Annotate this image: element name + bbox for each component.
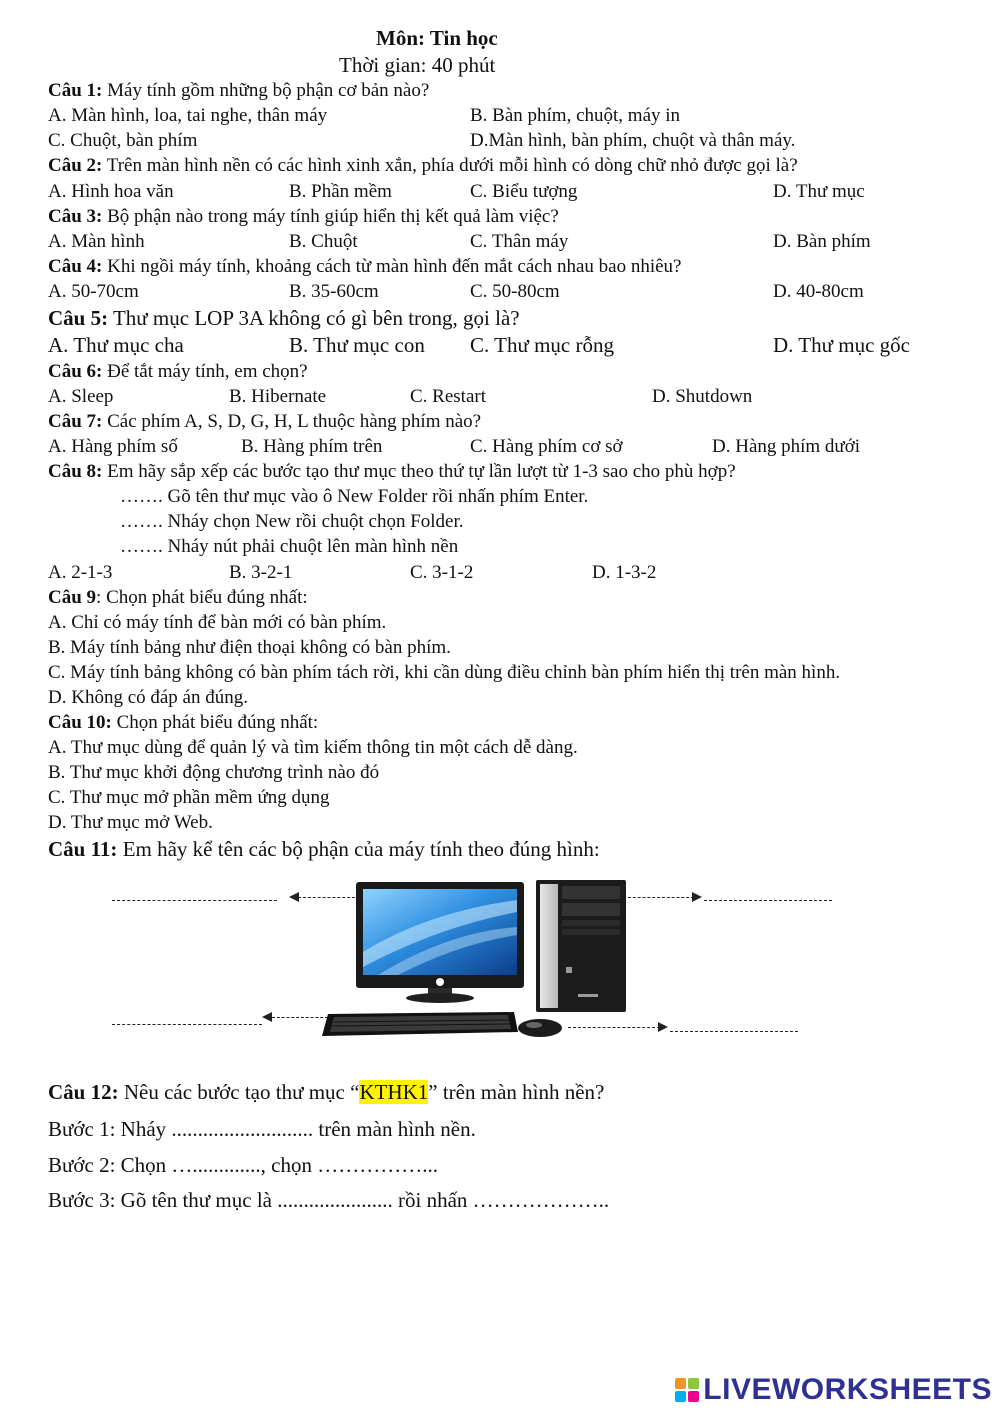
q5-option-a[interactable]: A. Thư mục cha <box>48 333 184 357</box>
q7-option-d[interactable]: D. Hàng phím dưới <box>712 436 861 457</box>
answer-blank-monitor[interactable] <box>112 900 277 901</box>
computer-case <box>536 880 626 1012</box>
question-text: : Chọn phát biểu đúng nhất: <box>96 587 308 608</box>
q8-step-1: ……. Gõ tên thư mục vào ô New Folder rồi nhấn phím Enter. <box>120 486 589 507</box>
keyboard <box>322 1012 518 1036</box>
question-text: Các phím A, S, D, G, H, L thuộc hàng phím nào? <box>102 411 482 432</box>
answer-blank-case[interactable] <box>704 900 832 901</box>
highlighted-folder-name: KTHK1 <box>359 1080 429 1104</box>
question-3 <box>48 205 559 229</box>
q8-step-3: ……. Nháy nút phải chuột lên màn hình nền <box>120 536 459 557</box>
question-text: Máy tính gồm những bộ phận cơ bản nào? <box>102 80 430 101</box>
exam-time: Thời gian: 40 phút <box>339 53 496 77</box>
question-label: Câu 5: <box>48 306 109 330</box>
question-label: Câu 11: <box>48 837 118 861</box>
question-text: Bộ phận nào trong máy tính giúp hiển thị kết quả làm việc? <box>102 206 559 227</box>
question-2 <box>48 154 798 178</box>
arrow-right-icon <box>658 1022 668 1032</box>
question-12 <box>48 1079 604 1105</box>
question-text: Khi ngồi máy tính, khoảng cách từ màn hình đến mắt cách nhau bao nhiêu? <box>102 256 682 277</box>
question-11 <box>48 837 600 861</box>
q10-option-b[interactable]: B. Thư mục khởi động chương trình nào đó <box>48 762 380 783</box>
q12-step-2[interactable]: Bước 2: Chọn …............., chọn ……………... <box>48 1153 438 1177</box>
q7-option-c[interactable]: C. Hàng phím cơ sở <box>470 436 623 457</box>
q1-option-a[interactable]: A. Màn hình, loa, tai nghe, thân máy <box>48 105 328 126</box>
q4-option-c[interactable]: C. 50-80cm <box>470 281 560 302</box>
liveworksheets-logo <box>675 1373 992 1407</box>
q2-option-b[interactable]: B. Phần mềm <box>289 181 392 202</box>
question-label: Câu 3: <box>48 206 103 227</box>
q8-option-d[interactable]: D. 1-3-2 <box>592 562 657 583</box>
arrow-left-icon <box>262 1012 272 1022</box>
q5-option-c[interactable]: C. Thư mục rỗng <box>470 333 614 357</box>
question-label: Câu 2: <box>48 155 103 176</box>
question-text-end: ” trên màn hình nền? <box>428 1080 605 1104</box>
q7-option-b[interactable]: B. Hàng phím trên <box>241 436 383 457</box>
q2-option-a[interactable]: A. Hình hoa văn <box>48 181 174 202</box>
q12-step-1[interactable]: Bước 1: Nháy ........................... trên màn hình nền. <box>48 1117 476 1141</box>
question-7 <box>48 410 481 434</box>
q3-option-c[interactable]: C. Thân máy <box>470 231 569 252</box>
question-4 <box>48 255 681 279</box>
question-6 <box>48 360 308 384</box>
q7-option-a[interactable]: A. Hàng phím số <box>48 436 178 457</box>
question-text: Em hãy kể tên các bộ phận của máy tính theo đúng hình: <box>117 837 600 861</box>
logo-mark-icon <box>675 1378 699 1402</box>
question-label: Câu 12: <box>48 1080 119 1104</box>
monitor <box>356 882 524 1003</box>
question-text: Để tắt máy tính, em chọn? <box>102 361 308 382</box>
q1-option-b[interactable]: B. Bàn phím, chuột, máy in <box>470 105 681 126</box>
computer-illustration <box>318 872 638 1044</box>
q8-step-2: ……. Nháy chọn New rồi chuột chọn Folder. <box>120 511 464 532</box>
question-label: Câu 6: <box>48 361 103 382</box>
question-9 <box>48 586 308 610</box>
question-label: Câu 1: <box>48 80 103 101</box>
q2-option-c[interactable]: C. Biểu tượng <box>470 181 578 202</box>
q12-step-3[interactable]: Bước 3: Gõ tên thư mục là ...................... rồi nhấn ……………….. <box>48 1188 610 1212</box>
q1-option-c[interactable]: C. Chuột, bàn phím <box>48 130 198 151</box>
question-5 <box>48 306 520 330</box>
q8-option-c[interactable]: C. 3-1-2 <box>410 562 474 583</box>
question-text: Trên màn hình nền có các hình xinh xắn, phía dưới mỗi hình có dòng chữ nhỏ được gọi là? <box>102 155 798 176</box>
q9-option-b[interactable]: B. Máy tính bảng như điện thoại không có bàn phím. <box>48 637 451 658</box>
question-text: Nêu các bước tạo thư mục “ <box>118 1080 360 1104</box>
question-text: Em hãy sắp xếp các bước tạo thư mục theo thứ tự lần lượt từ 1-3 sao cho phù hợp? <box>102 461 736 482</box>
q8-option-b[interactable]: B. 3-2-1 <box>229 562 293 583</box>
mouse <box>518 1019 562 1037</box>
answer-blank-mouse[interactable] <box>670 1031 798 1032</box>
q2-option-d[interactable]: D. Thư mục <box>773 181 865 202</box>
arrow-right-icon <box>692 892 702 902</box>
q6-option-b[interactable]: B. Hibernate <box>229 386 327 407</box>
q4-option-b[interactable]: B. 35-60cm <box>289 281 379 302</box>
question-label: Câu 9 <box>48 587 97 608</box>
q10-option-a[interactable]: A. Thư mục dùng để quản lý và tìm kiếm thông tin một cách dễ dàng. <box>48 737 578 758</box>
question-label: Câu 7: <box>48 411 103 432</box>
q6-option-c[interactable]: C. Restart <box>410 386 486 407</box>
q10-option-d[interactable]: D. Thư mục mở Web. <box>48 812 213 833</box>
question-label: Câu 4: <box>48 256 103 277</box>
q10-option-c[interactable]: C. Thư mục mở phần mềm ứng dụng <box>48 787 330 808</box>
question-text: Chọn phát biểu đúng nhất: <box>111 712 319 733</box>
q6-option-d[interactable]: D. Shutdown <box>652 386 753 407</box>
question-label: Câu 10: <box>48 712 112 733</box>
q8-option-a[interactable]: A. 2-1-3 <box>48 562 113 583</box>
q6-option-a[interactable]: A. Sleep <box>48 386 114 407</box>
question-label: Câu 8: <box>48 461 103 482</box>
subject-title: Môn: Tin học <box>376 26 498 50</box>
q5-option-d[interactable]: D. Thư mục gốc <box>773 333 910 357</box>
question-10 <box>48 711 318 735</box>
question-8 <box>48 460 736 484</box>
hp-logo-icon <box>436 978 444 986</box>
question-1 <box>48 79 429 103</box>
q3-option-b[interactable]: B. Chuột <box>289 231 358 252</box>
q9-option-d[interactable]: D. Không có đáp án đúng. <box>48 687 248 708</box>
q9-option-c[interactable]: C. Máy tính bảng không có bàn phím tách rời, khi cần dùng điều chỉnh bàn phím hiển thị trên màn hình. <box>48 662 841 683</box>
q4-option-a[interactable]: A. 50-70cm <box>48 281 139 302</box>
answer-blank-keyboard[interactable] <box>112 1024 262 1025</box>
q1-option-d[interactable]: D.Màn hình, bàn phím, chuột và thân máy. <box>470 130 796 151</box>
q5-option-b[interactable]: B. Thư mục con <box>289 333 425 357</box>
q4-option-d[interactable]: D. 40-80cm <box>773 281 864 302</box>
q3-option-d[interactable]: D. Bàn phím <box>773 231 871 252</box>
question-text: Thư mục LOP 3A không có gì bên trong, gọi là? <box>108 306 520 330</box>
q9-option-a[interactable]: A. Chỉ có máy tính để bàn mới có bàn phím. <box>48 612 387 633</box>
q3-option-a[interactable]: A. Màn hình <box>48 231 145 252</box>
logo-text: LIVEWORKSHEETS <box>703 1373 992 1406</box>
